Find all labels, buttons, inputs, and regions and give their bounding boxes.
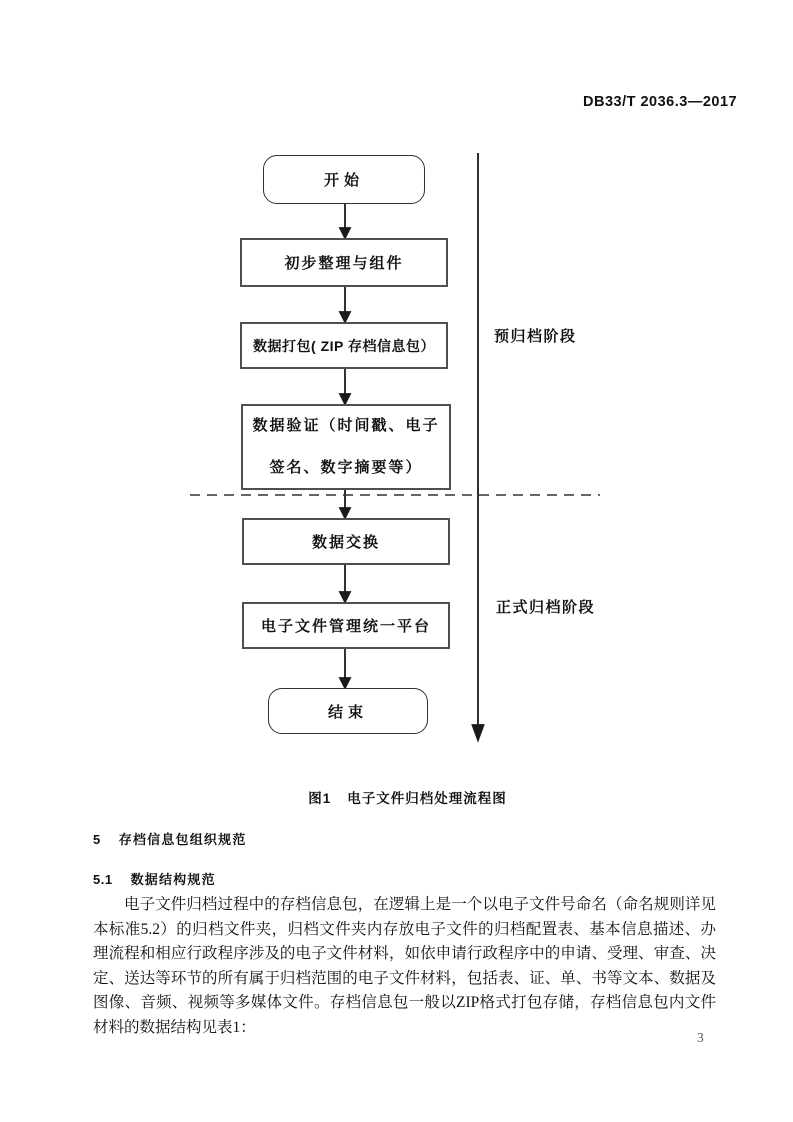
section-title: 数据结构规范 <box>130 872 216 887</box>
figure-caption-title: 电子文件归档处理流程图 <box>347 791 507 806</box>
figure-caption-number: 图1 <box>308 791 332 806</box>
stage-axis-arrow <box>473 153 484 740</box>
stage-label-pre-archive: 预归档阶段 <box>494 328 577 345</box>
flow-node-exchange: 数据交换 <box>242 518 450 565</box>
flow-node-organize: 初步整理与组件 <box>240 238 448 287</box>
flow-node-end: 结束 <box>268 688 428 734</box>
page-number: 3 <box>697 1030 704 1045</box>
flow-node-verify-line1: 数据验证（时间戳、电子 <box>252 417 440 434</box>
flow-arrow-2 <box>340 287 350 322</box>
flow-arrow-5 <box>340 565 350 602</box>
flow-node-platform: 电子文件管理统一平台 <box>242 602 450 649</box>
flow-node-start: 开始 <box>263 155 425 204</box>
figure-caption <box>0 787 793 807</box>
flow-node-verify-line2: 签名、数字摘要等） <box>269 459 423 476</box>
section-number: 5 <box>93 832 101 847</box>
section-title: 存档信息包组织规范 <box>118 832 247 847</box>
flow-node-verify <box>241 404 451 490</box>
flow-arrow-1 <box>340 204 350 238</box>
stage-label-formal-archive: 正式归档阶段 <box>496 599 596 616</box>
standard-number: DB33/T 2036.3—2017 <box>583 94 738 110</box>
body-paragraph: 电子文件归档过程中的存档信息包，在逻辑上是一个以电子文件号命名（命名规则详见本标准5.2）的归档文件夹，归档文件夹内存放电子文件的归档配置表、基本信息描述、办理流程和相应行政程序涉及的电子文件材料，如依申请行政程序中的申请、受理、审查、决定、送达等环节的所有属于归档范围的电子文件材料，包括表、证、单、书等文本、数据及图像、音频、视频等多媒体文件。存档信息包一般以ZIP格式打包存储，存档信息包内文件材料的数据结构见表1： <box>93 896 716 1036</box>
flow-node-package: 数据打包( ZIP 存档信息包） <box>240 322 448 369</box>
section-number: 5.1 <box>93 872 113 887</box>
flow-arrow-6 <box>340 649 350 688</box>
section-heading-5-1 <box>93 869 216 888</box>
section-heading-5 <box>93 829 247 848</box>
flow-arrow-3 <box>340 369 350 404</box>
